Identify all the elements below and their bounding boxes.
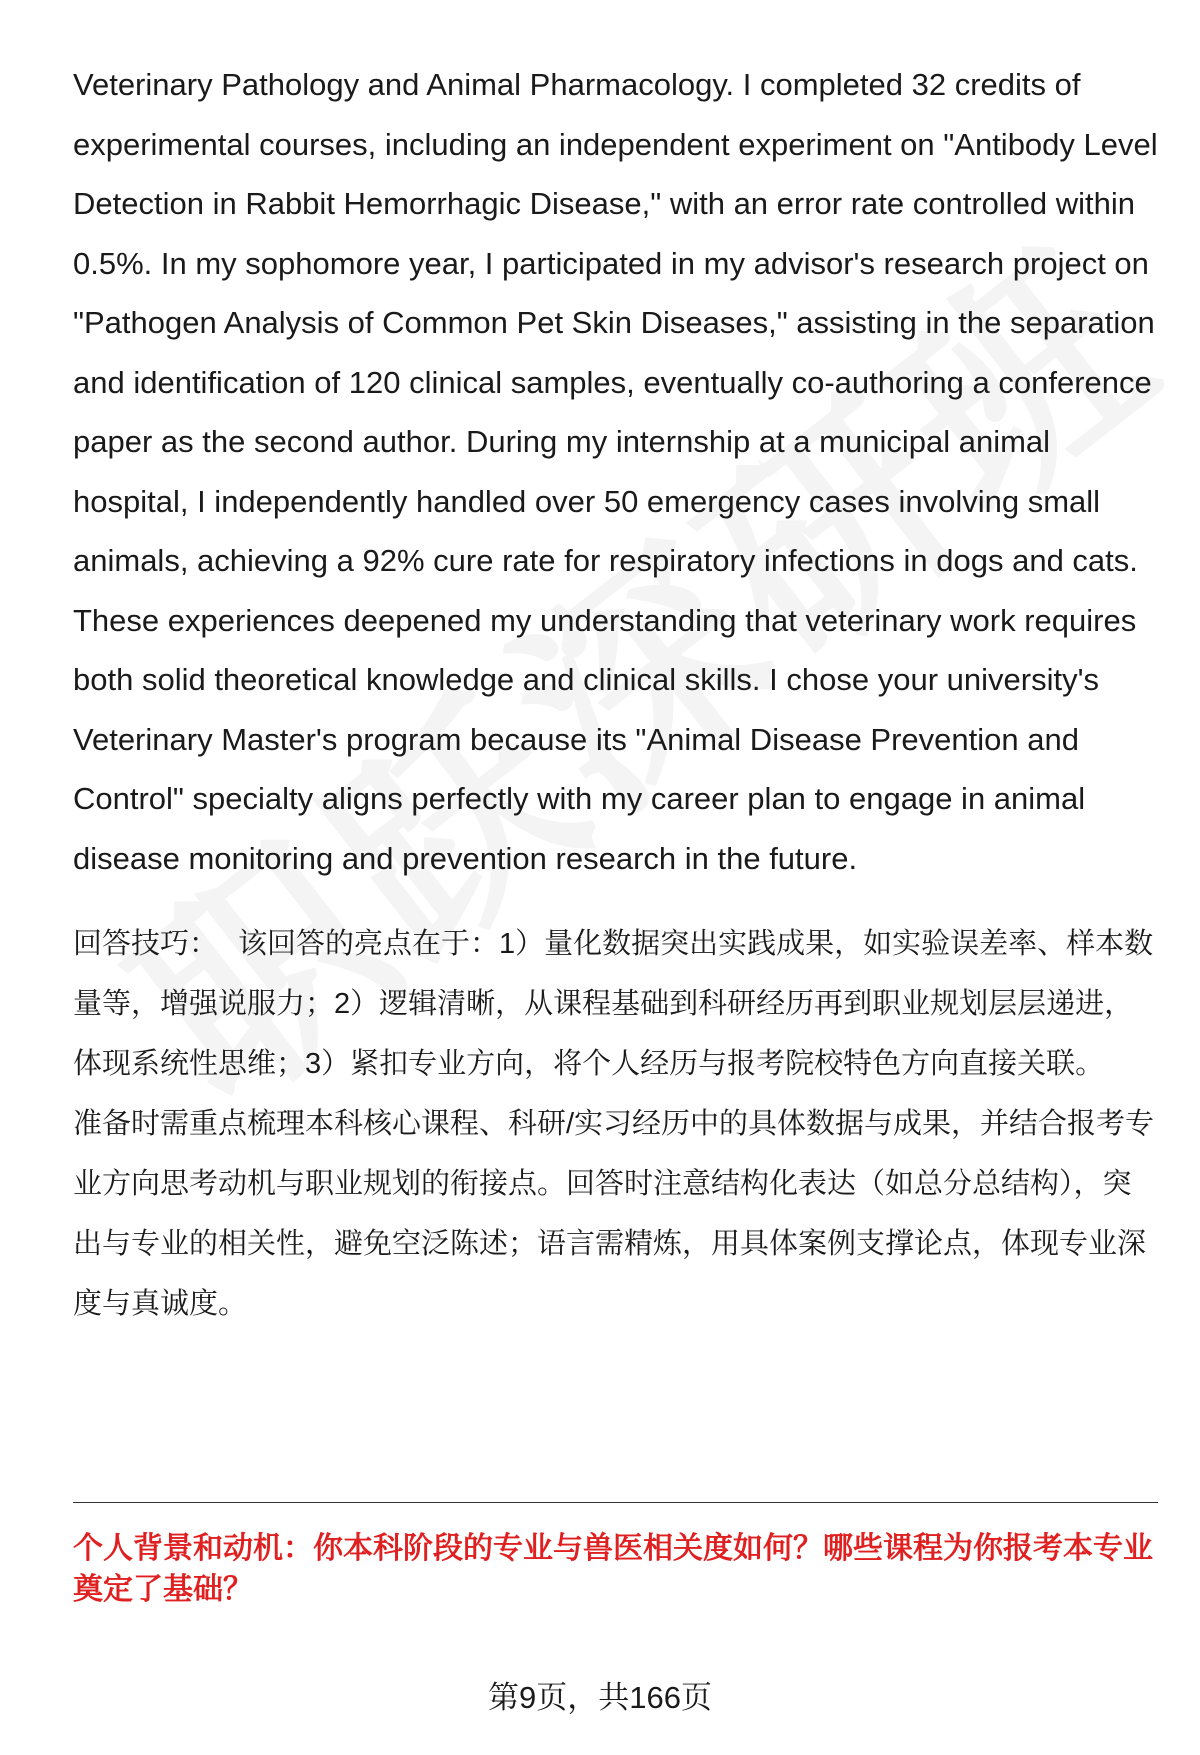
preparation-advice: 准备时需重点梳理本科核心课程、科研/实习经历中的具体数据与成果，并结合报考专业方向思考动机与职业规划的衔接点。回答时注意结构化表达（如总分总结构），突出与专业的相关性，避免空泛陈述；语言需精炼，用具体案例支撑论点，体现专业深度与真诚度。 [73,1108,1155,1320]
document-body [73,55,1158,1334]
answer-paragraph: Veterinary Pathology and Animal Pharmacology. I completed 32 credits of experimental courses, including an independent experiment on "Antibody Level Detection in Rabbit Hemorrhagic Disease," with an error rate controlled within 0.5%. In my sophomore year, I participated in my advisor's research project on "Pathogen Analysis of Common Pet Skin Diseases," assisting in the separation and identification of 120 clinical samples, eventually co-authoring a conference paper as the second author. During my internship at a municipal animal hospital, I independently handled over 50 emergency cases involving small animals, achieving a 92% cure rate for respiratory infections in dogs and cats. These experiences deepened my understanding that veterinary work requires both solid theoretical knowledge and clinical skills. I chose your university's Veterinary Master's program because its "Animal Disease Prevention and Control" specialty aligns perfectly with my career plan to engage in animal disease monitoring and prevention research in the future. [73,67,1158,876]
tips-text: 该回答的亮点在于：1）量化数据突出实践成果，如实验误差率、样本数量等，增强说服力；2）逻辑清晰，从课程基础到科研经历再到职业规划层层递进，体现系统性思维；3）紧扣专业方向，将个人经历与报考院校特色方向直接关联。 [73,928,1154,1080]
tips-label: 回答技巧： [73,928,219,960]
next-question-heading: 个人背景和动机：你本科阶段的专业与兽医相关度如何？哪些课程为你报考本专业奠定了基础？ [73,1532,1153,1606]
page-number: 第9页，共166页 [488,1680,712,1715]
section-divider [73,1502,1158,1503]
answer-tips [73,914,1158,1094]
